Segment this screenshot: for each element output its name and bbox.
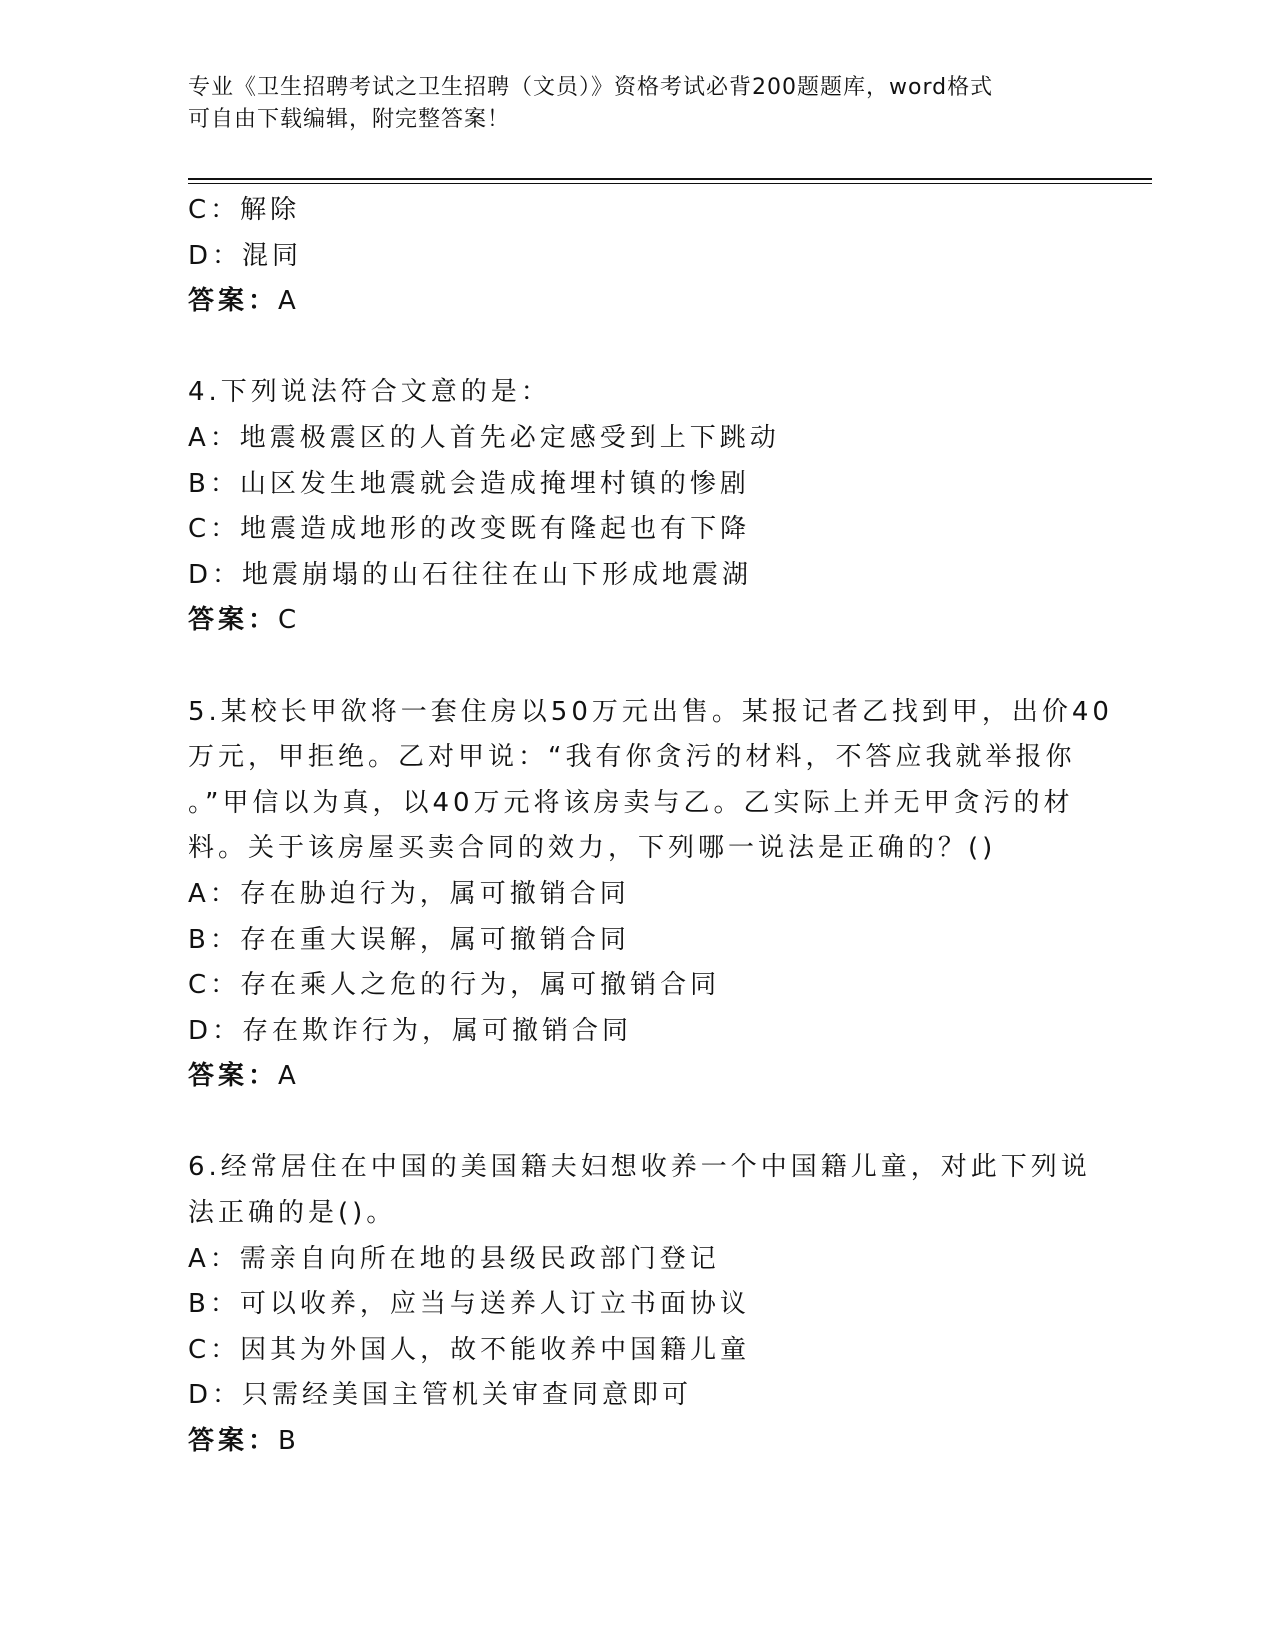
header-title-line-1: 专业《卫生招聘考试之卫生招聘（文员）》资格考试必背200题题库，word格式 (188, 75, 994, 100)
answer-label: 答案： (188, 1061, 279, 1092)
question-stem-line: 5.某校长甲欲将一套住房以50万元出售。某报记者乙找到甲，出价40 (188, 696, 1113, 727)
option-c: C：地震造成地形的改变既有隆起也有下降 (188, 514, 751, 545)
question-stem-line: 6.经常居住在中国的美国籍夫妇想收养一个中国籍儿童，对此下列说 (188, 1152, 1091, 1183)
document-header (188, 72, 1088, 136)
answer-row (188, 1419, 1088, 1465)
option-d: D：地震崩塌的山石往往在山下形成地震湖 (188, 559, 753, 590)
answer-value: C (278, 605, 301, 636)
header-divider-thick (188, 178, 1152, 180)
option-a: A：地震极震区的人首先必定感受到上下跳动 (188, 422, 780, 453)
answer-row (188, 598, 1088, 644)
header-divider-thin (188, 183, 1152, 184)
answer-label: 答案： (188, 605, 279, 636)
answer-row (188, 279, 1088, 325)
question-stem-line: 。”甲信以为真，以40万元将该房卖与乙。乙实际上并无甲贪污的材 (188, 787, 1074, 818)
question-stem-line: 料。关于该房屋买卖合同的效力，下列哪一说法是正确的？() (188, 833, 997, 864)
option-a: A：存在胁迫行为，属可撤销合同 (188, 878, 630, 909)
question-3 (188, 188, 1088, 325)
answer-value: B (278, 1426, 300, 1457)
question-6 (188, 1145, 1091, 1464)
question-stem: 4.下列说法符合文意的是： (188, 377, 551, 408)
question-list (188, 188, 1113, 1465)
spacer (188, 325, 1088, 371)
question-stem-line: 万元，甲拒绝。乙对甲说：“我有你贪污的材料，不答应我就举报你 (188, 742, 1076, 773)
answer-row (188, 1054, 1088, 1100)
answer-label: 答案： (188, 286, 279, 317)
answer-value: A (278, 286, 300, 317)
option-b: B：存在重大误解，属可撤销合同 (188, 924, 630, 955)
option-d: D：混同 (188, 240, 303, 271)
option-d: D：存在欺诈行为，属可撤销合同 (188, 1015, 633, 1046)
question-5 (188, 690, 1113, 1100)
header-title-line-2: 可自由下载编辑，附完整答案！ (188, 107, 511, 132)
question-stem-line: 法正确的是()。 (188, 1198, 397, 1229)
option-d: D：只需经美国主管机关审查同意即可 (188, 1380, 693, 1411)
option-b: B：可以收养，应当与送养人订立书面协议 (188, 1289, 750, 1320)
question-4 (188, 370, 1088, 644)
spacer (188, 644, 1088, 690)
answer-label: 答案： (188, 1426, 279, 1457)
option-b: B：山区发生地震就会造成掩埋村镇的惨剧 (188, 468, 750, 499)
option-a: A：需亲自向所在地的县级民政部门登记 (188, 1243, 720, 1274)
option-c: C：存在乘人之危的行为，属可撤销合同 (188, 970, 721, 1001)
option-c: C：解除 (188, 195, 301, 225)
spacer (188, 1100, 1088, 1146)
answer-value: A (278, 1061, 300, 1092)
option-c: C：因其为外国人，故不能收养中国籍儿童 (188, 1334, 751, 1365)
